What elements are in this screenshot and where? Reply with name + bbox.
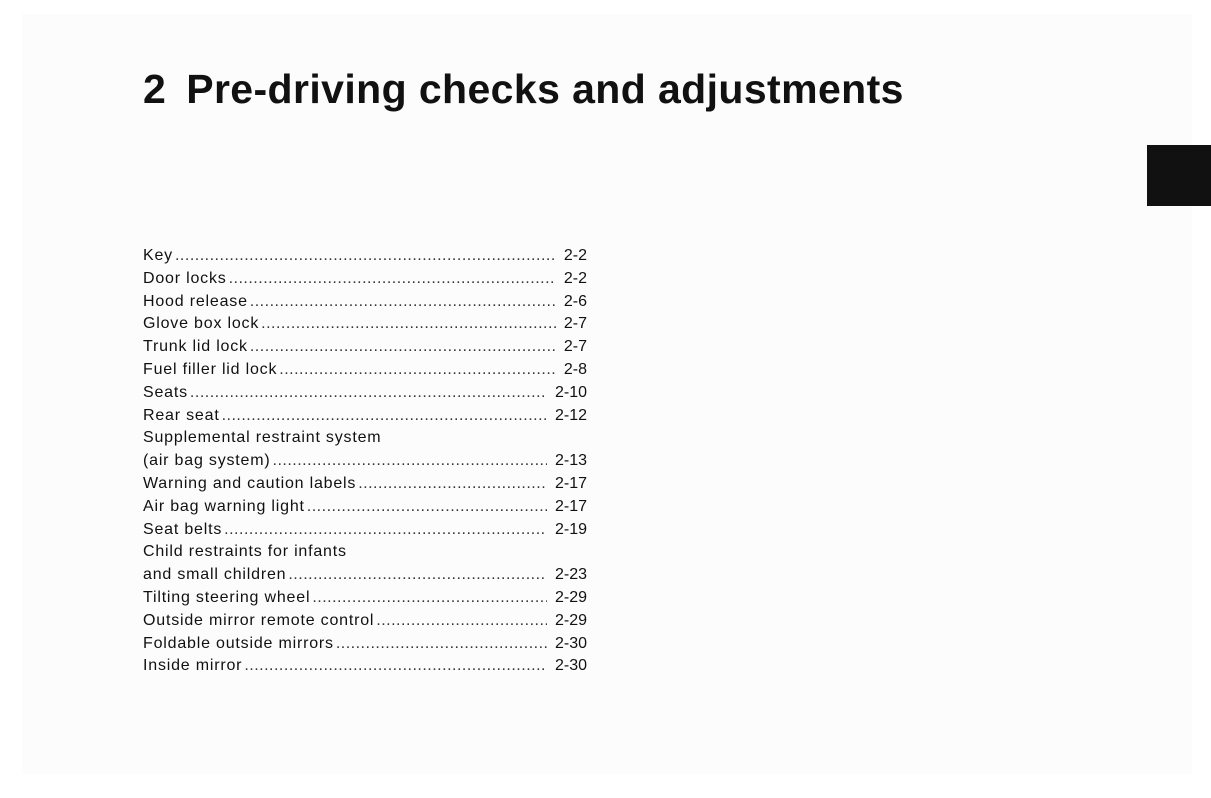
toc-entry-child-restraints-for-infants[interactable] xyxy=(143,543,587,566)
toc-entry-label: Glove box lock xyxy=(143,315,260,333)
dot-leader xyxy=(307,498,547,516)
toc-entry-page: 2-2 xyxy=(563,269,587,287)
dot-leader xyxy=(279,361,556,379)
toc-entry-glove-box-lock[interactable] xyxy=(143,315,587,338)
dot-leader xyxy=(358,475,547,493)
dot-leader xyxy=(244,657,547,675)
toc-entry-hood-release[interactable] xyxy=(143,293,587,316)
toc-entry-label: Door locks xyxy=(143,269,227,287)
dot-leader xyxy=(229,270,556,288)
toc-entry-page: 2-29 xyxy=(554,611,587,629)
toc-entry-label: Inside mirror xyxy=(143,657,243,675)
dot-leader xyxy=(288,566,547,584)
toc-entry-rear-seat[interactable] xyxy=(143,407,587,430)
toc-entry-label: Seat belts xyxy=(143,520,223,538)
table-of-contents xyxy=(143,247,587,680)
toc-entry-key[interactable] xyxy=(143,247,587,270)
toc-entry-label: Rear seat xyxy=(143,406,220,424)
toc-entry-label: Warning and caution labels xyxy=(143,474,357,492)
toc-entry-label: Air bag warning light xyxy=(143,497,305,515)
toc-entry-label: Child restraints for infants xyxy=(143,543,347,561)
toc-entry-page: 2-19 xyxy=(554,520,587,538)
toc-entry-label: and small children xyxy=(143,566,287,584)
toc-entry-page: 2-29 xyxy=(554,588,587,606)
toc-entry-and-small-children[interactable] xyxy=(143,566,587,589)
toc-entry-air-bag-system[interactable] xyxy=(143,452,587,475)
dot-leader xyxy=(175,247,556,265)
toc-entry-seats[interactable] xyxy=(143,384,587,407)
toc-entry-seat-belts[interactable] xyxy=(143,521,587,544)
toc-entry-door-locks[interactable] xyxy=(143,270,587,293)
toc-entry-label: Supplemental restraint system xyxy=(143,429,382,447)
toc-entry-label: Tilting steering wheel xyxy=(143,588,311,606)
toc-entry-page: 2-23 xyxy=(554,566,587,584)
dot-leader xyxy=(273,452,547,470)
dot-leader xyxy=(222,407,547,425)
toc-entry-page: 2-30 xyxy=(554,634,587,652)
dot-leader xyxy=(250,338,556,356)
toc-entry-tilting-steering-wheel[interactable] xyxy=(143,589,587,612)
toc-entry-page: 2-2 xyxy=(563,247,587,264)
toc-entry-label: (air bag system) xyxy=(143,452,271,470)
toc-entry-page: 2-17 xyxy=(554,474,587,492)
toc-entry-page: 2-7 xyxy=(563,338,587,356)
dot-leader xyxy=(190,384,547,402)
dot-leader xyxy=(250,293,556,311)
dot-leader xyxy=(376,612,547,630)
toc-entry-label: Trunk lid lock xyxy=(143,338,248,356)
toc-entry-page: 2-6 xyxy=(563,292,587,310)
toc-entry-label: Fuel filler lid lock xyxy=(143,360,278,378)
toc-entry-warning-and-caution-labels[interactable] xyxy=(143,475,587,498)
toc-entry-foldable-outside-mirrors[interactable] xyxy=(143,635,587,658)
toc-entry-page: 2-8 xyxy=(563,360,587,378)
dot-leader xyxy=(261,315,556,333)
dot-leader xyxy=(224,521,547,539)
toc-entry-outside-mirror-remote-control[interactable] xyxy=(143,612,587,635)
toc-entry-page: 2-13 xyxy=(554,452,587,470)
toc-entry-label: Hood release xyxy=(143,292,248,310)
chapter-number: 2 xyxy=(143,66,167,112)
toc-entry-trunk-lid-lock[interactable] xyxy=(143,338,587,361)
toc-entry-label: Foldable outside mirrors xyxy=(143,634,334,652)
toc-entry-fuel-filler-lid-lock[interactable] xyxy=(143,361,587,384)
chapter-thumb-tab xyxy=(1147,145,1211,206)
toc-entry-inside-mirror[interactable] xyxy=(143,657,587,680)
toc-entry-label: Outside mirror remote control xyxy=(143,611,375,629)
toc-entry-page: 2-30 xyxy=(554,657,587,675)
chapter-title-text: Pre-driving checks and adjustments xyxy=(186,66,904,112)
toc-entry-page: 2-7 xyxy=(563,315,587,333)
dot-leader xyxy=(312,589,547,607)
toc-entry-label: Seats xyxy=(143,383,188,401)
dot-leader xyxy=(336,635,547,653)
toc-entry-page: 2-10 xyxy=(554,383,587,401)
chapter-title xyxy=(143,66,904,113)
toc-entry-page: 2-12 xyxy=(554,406,587,424)
toc-entry-supplemental-restraint-system[interactable] xyxy=(143,429,587,452)
toc-entry-label: Key xyxy=(143,247,173,264)
toc-entry-page: 2-17 xyxy=(554,497,587,515)
toc-entry-air-bag-warning-light[interactable] xyxy=(143,498,587,521)
